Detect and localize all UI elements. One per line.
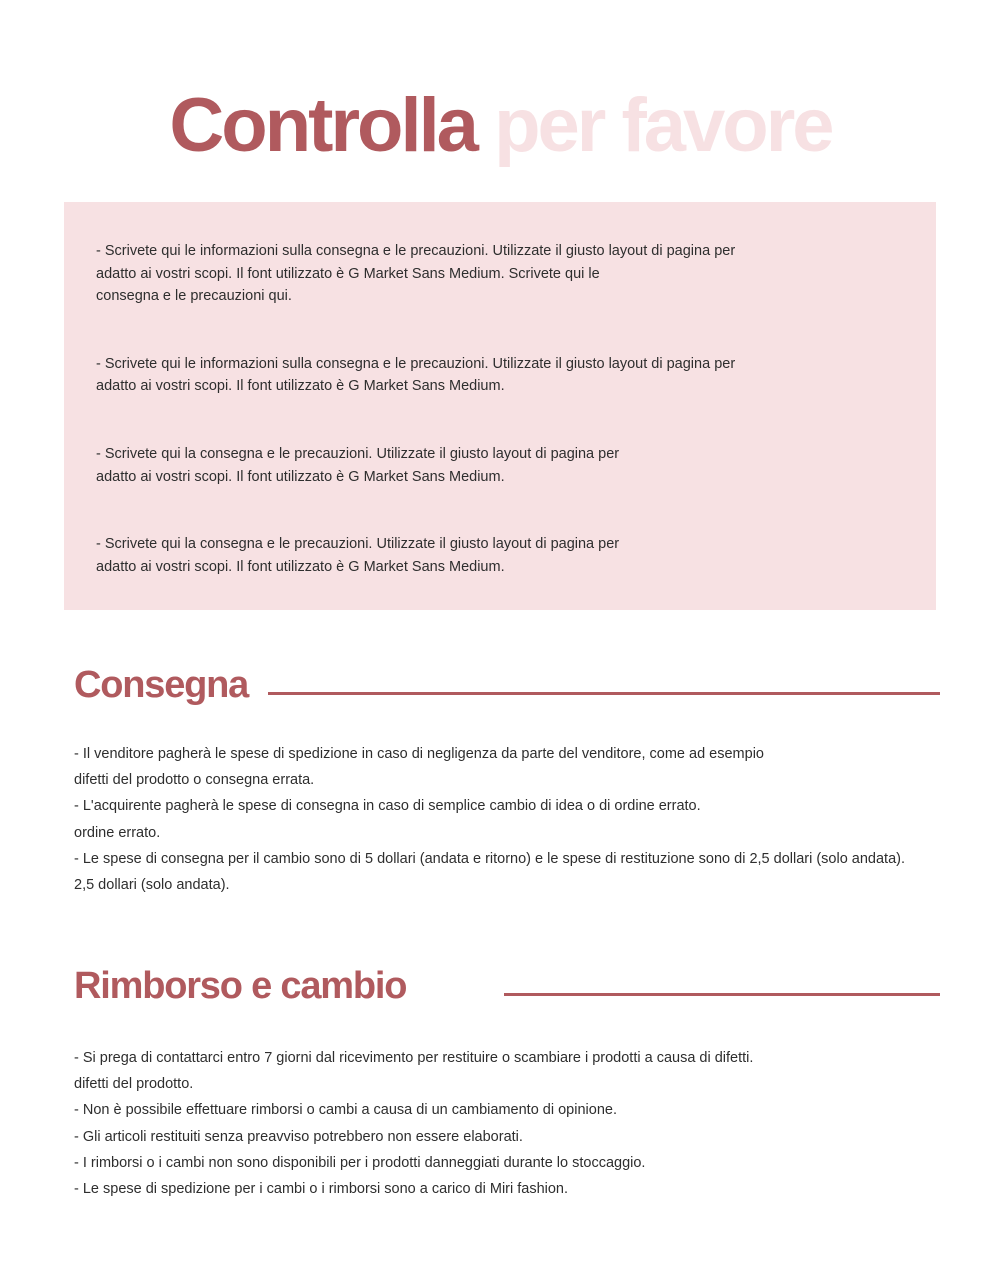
refund-line: difetti del prodotto. bbox=[74, 1076, 194, 1093]
delivery-heading: Consegna bbox=[74, 664, 249, 706]
delivery-line: - Il venditore pagherà le spese di spedizione in caso di negligenza da parte del venditore, come ad esempio bbox=[74, 746, 764, 762]
refund-heading: Rimborso e cambio bbox=[74, 965, 407, 1007]
refund-line: - Le spese di spedizione per i cambi o i rimborsi sono a carico di Miri fashion. bbox=[74, 1181, 569, 1198]
refund-line: - Si prega di contattarci entro 7 giorni dal ricevimento per restituire o scambiare i prodotti a causa di difetti. bbox=[74, 1050, 754, 1066]
delivery-line: - L'acquirente pagherà le spese di consegna in caso di semplice cambio di idea o di ordine errato. bbox=[74, 798, 701, 815]
refund-body bbox=[74, 1045, 954, 1202]
refund-line: - I rimborsi o i cambi non sono disponibili per i prodotti danneggiati durante lo stoccaggio. bbox=[74, 1154, 646, 1171]
delivery-divider bbox=[268, 692, 940, 695]
delivery-line: ordine errato. bbox=[74, 824, 161, 841]
delivery-body bbox=[74, 741, 954, 898]
notice-paragraph: - Scrivete qui le informazioni sulla consegna e le precauzioni. Utilizzate il giusto layout di pagina per adatto ai vostri scopi. Il font utilizzato è G Market Sans Medium. Scrivete qui le consegna e le precauzioni qui. bbox=[96, 243, 736, 305]
refund-line: - Gli articoli restituiti senza preavviso potrebbero non essere elaborati. bbox=[74, 1128, 523, 1145]
notice-box bbox=[64, 202, 936, 610]
title-part-1: Controlla bbox=[169, 83, 476, 168]
refund-divider bbox=[504, 993, 940, 996]
delivery-line: 2,5 dollari (solo andata). bbox=[74, 877, 230, 894]
notice-paragraph: - Scrivete qui le informazioni sulla consegna e le precauzioni. Utilizzate il giusto layout di pagina per adatto ai vostri scopi. Il font utilizzato è G Market Sans Medium. bbox=[96, 355, 736, 395]
delivery-line: difetti del prodotto o consegna errata. bbox=[74, 772, 315, 789]
delivery-line: - Le spese di consegna per il cambio sono di 5 dollari (andata e ritorno) e le spese di restituzione sono di 2,5 dollari (solo andata). bbox=[74, 850, 906, 867]
page-title bbox=[0, 78, 1001, 174]
refund-line: - Non è possibile effettuare rimborsi o cambi a causa di un cambiamento di opinione. bbox=[74, 1102, 617, 1119]
notice-paragraph: - Scrivete qui la consegna e le precauzioni. Utilizzate il giusto layout di pagina per adatto ai vostri scopi. Il font utilizzato è G Market Sans Medium. bbox=[96, 536, 620, 575]
notice-paragraph: - Scrivete qui la consegna e le precauzioni. Utilizzate il giusto layout di pagina per adatto ai vostri scopi. Il font utilizzato è G Market Sans Medium. bbox=[96, 445, 620, 485]
title-part-2: per favore bbox=[494, 83, 832, 168]
